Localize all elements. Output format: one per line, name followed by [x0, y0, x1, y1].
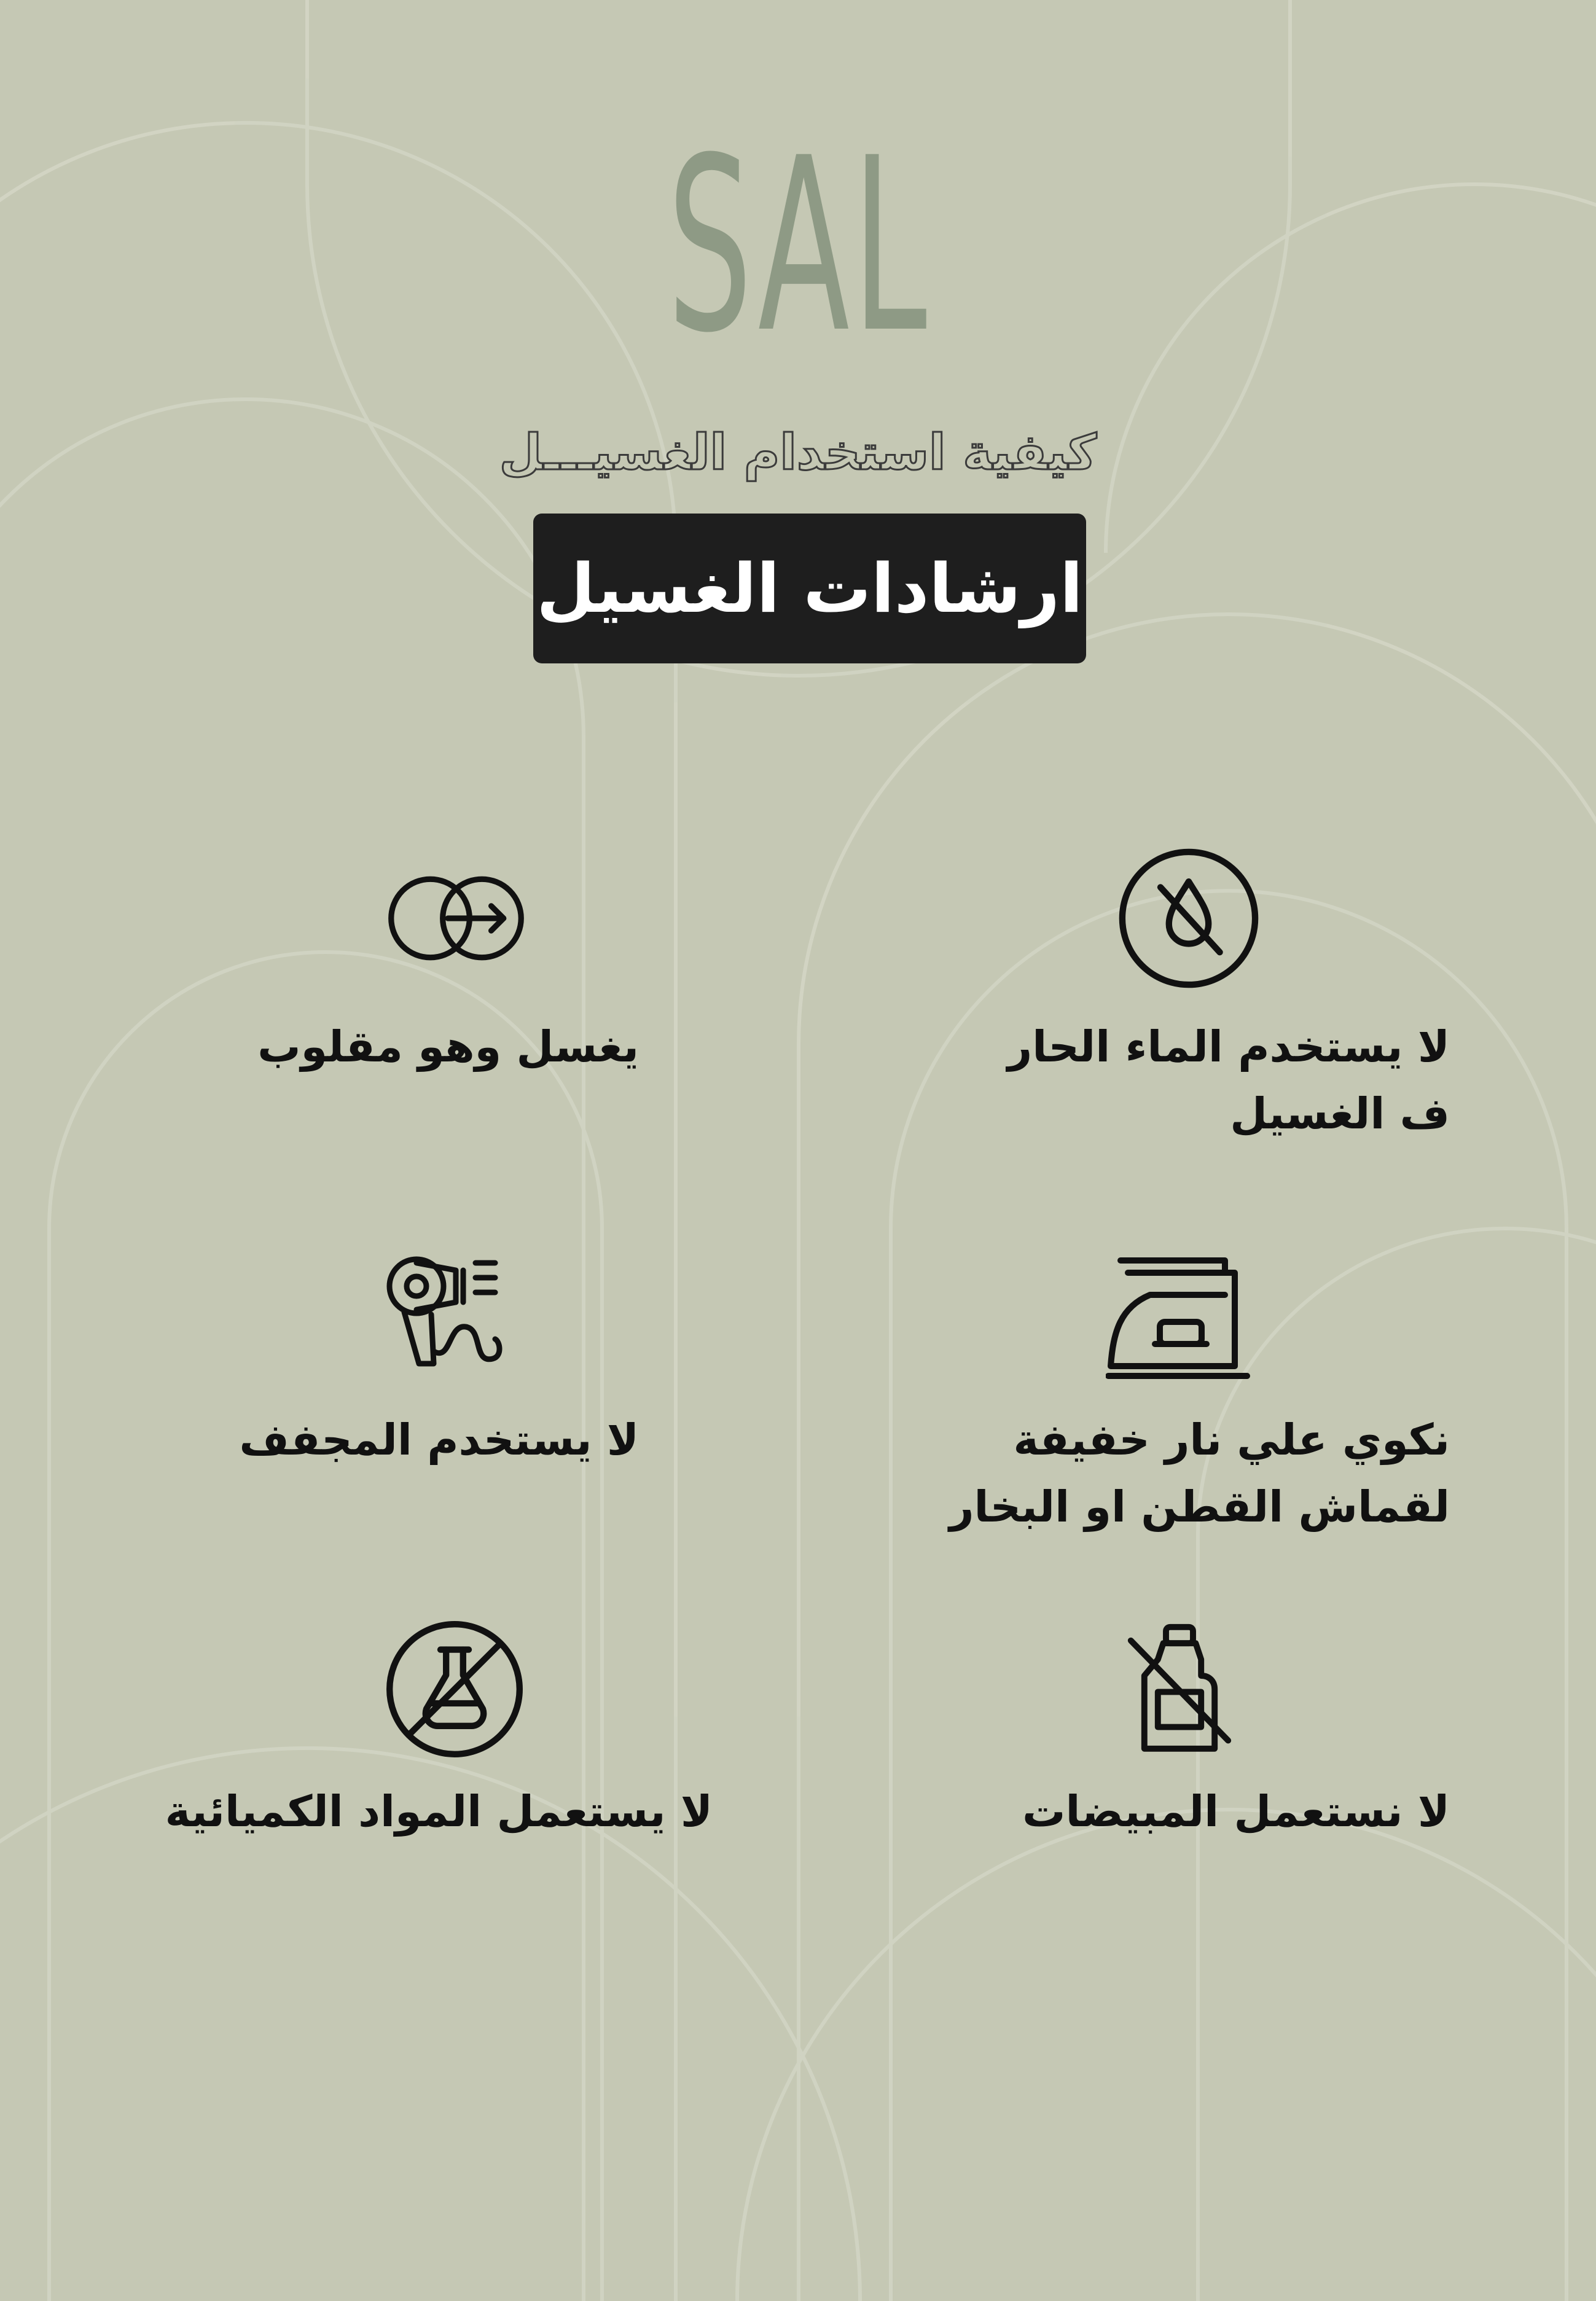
iron-icon — [1106, 1253, 1253, 1382]
title-banner — [533, 514, 1086, 663]
no-chemicals-icon — [384, 1619, 525, 1760]
brand-logo: SAL — [667, 106, 930, 385]
instruction-label-no-dryer: لا يستخدم المجفف — [239, 1415, 639, 1465]
no-hot-water-icon — [1118, 848, 1259, 989]
instruction-label-iron: نكوي علي نار خفيفة لقماش القطن او البخار — [949, 1415, 1450, 1532]
wash-inside-out-icon — [384, 866, 528, 971]
instruction-label-no-chemicals: لا يستعمل المواد الكميائية — [165, 1786, 713, 1837]
instruction-label-no-bleach: لا نستعمل المبيضات — [1022, 1786, 1450, 1837]
subtitle: كيفية استخدام الغسيـــل — [499, 424, 1097, 481]
instruction-label-wash-inside-out: يغسل وهو مقلوب — [257, 1022, 639, 1072]
page-title: ارشادات الغسيل — [536, 549, 1083, 628]
instruction-label-no-hot-water: لا يستخدم الماء الحار ف الغسيل — [1007, 1022, 1450, 1139]
no-bleach-icon — [1124, 1622, 1235, 1757]
no-dryer-icon — [380, 1253, 521, 1376]
